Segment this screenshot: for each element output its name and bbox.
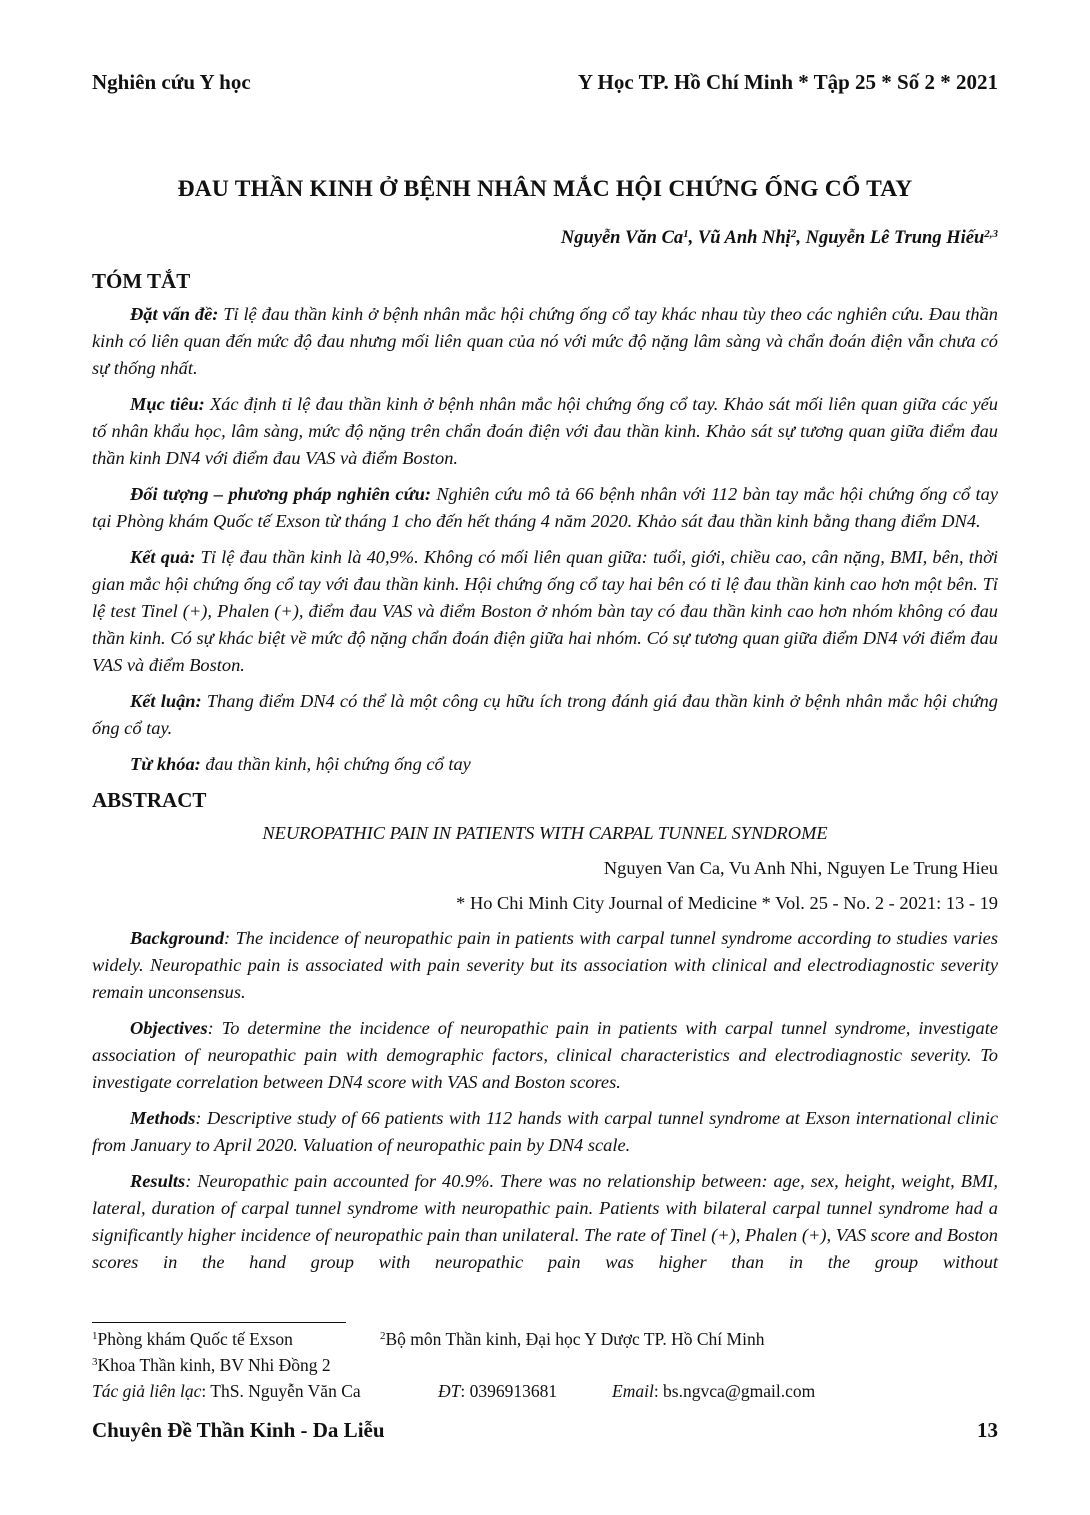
paragraph-text: : To determine the incidence of neuropathic pain in patients with carpal tunnel syndrome, investigate association of neuropathic pain with demographic factors, clinical characteristics and electrodiagnostic severity. To investigate correlation between DN4 score with VAS and Boston scores. [92, 1018, 998, 1092]
email-label: Email [612, 1381, 654, 1401]
summary-paragraph [92, 391, 998, 472]
paragraph-text: đau thần kinh, hội chứng ống cổ tay [200, 754, 471, 774]
author-list [561, 228, 998, 249]
affiliation-mark: 2,3 [984, 228, 998, 240]
email [612, 1378, 815, 1404]
author-name: Vũ Anh Nhị [697, 228, 791, 248]
paragraph-text: Xác định tỉ lệ đau thần kinh ở bệnh nhân mắc hội chứng ống cổ tay. Khảo sát mối liên quan giữa các yếu tố nhân khẩu học, lâm sàng, mức độ nặng trên chẩn đoán điện với đau thần kinh. Khảo sát sự tương quan giữa điểm đau thần kinh DN4 với điểm đau VAS và điểm Boston. [92, 394, 999, 468]
abstract-paragraph [92, 1015, 998, 1096]
affiliation-mark: 2 [790, 228, 797, 240]
paragraph-label: Methods [130, 1108, 196, 1128]
paragraph-label: Từ khóa: [130, 754, 201, 774]
paragraph-text: Nghiên cứu mô tả 66 bệnh nhân với 112 bàn tay mắc hội chứng ống cổ tay tại Phòng khám Quốc tế Exson từ tháng 1 cho đến hết tháng 4 năm 2020. Khảo sát đau thần kinh bằng thang điểm DN4. [92, 484, 998, 531]
email-value: : bs.ngvca@gmail.com [653, 1381, 816, 1401]
separator: , [688, 228, 698, 248]
abstract-title: NEUROPATHIC PAIN IN PATIENTS WITH CARPAL TUNNEL SYNDROME [262, 823, 828, 843]
affiliation-mark: 3 [92, 1356, 98, 1368]
article-body [92, 268, 998, 1285]
affiliation-text: Khoa Thần kinh, BV Nhi Đồng 2 [97, 1355, 331, 1375]
running-header-right: Y Học TP. Hồ Chí Minh * Tập 25 * Số 2 * 2021 [577, 70, 998, 94]
running-footer-left: Chuyên Đề Thần Kinh - Da Liễu [92, 1418, 385, 1442]
summary-paragraph [92, 301, 998, 382]
affiliation-mark: 1 [683, 228, 689, 240]
paragraph-text: : The incidence of neuropathic pain in patients with carpal tunnel syndrome according to studies varies widely. Neuropathic pain is associated with pain severity but its association with clinical and electrodiagnostic severity remain unconsensus. [92, 928, 998, 1002]
citation: * Ho Chi Minh City Journal of Medicine * Vol. 25 - No. 2 - 2021: 13 - 19 [456, 893, 998, 913]
abstract-paragraph [92, 1168, 998, 1276]
corresponding-author [92, 1378, 361, 1404]
article-title: ĐAU THẦN KINH Ở BỆNH NHÂN MẮC HỘI CHỨNG ỐNG CỔ TAY [177, 176, 913, 202]
contact-label: Tác giả liên lạc [92, 1381, 202, 1401]
contact-value: : ThS. Nguyễn Văn Ca [201, 1381, 361, 1401]
abstract-paragraph [92, 925, 998, 1006]
running-header-left: Nghiên cứu Y học [92, 70, 251, 94]
section-heading-abstract: ABSTRACT [92, 788, 207, 812]
paragraph-text: Tỉ lệ đau thần kinh là 40,9%. Không có mối liên quan giữa: tuổi, giới, chiều cao, cân nặng, BMI, bên, thời gian mắc hội chứng ống cổ tay với đau thần kinh. Hội chứng ống cổ tay hai bên có tỉ lệ đau thần kinh cao hơn một bên. Tỉ lệ test Tinel (+), Phalen (+), điểm đau VAS và điểm Boston ở nhóm bàn tay có đau thần kinh cao hơn nhóm không có đau thần kinh. Có sự khác biệt về mức độ nặng chẩn đoán điện giữa hai nhóm. Có sự tương quan giữa điểm DN4 với điểm đau VAS và điểm Boston. [92, 547, 998, 675]
paragraph-text: Thang điểm DN4 có thể là một công cụ hữu ích trong đánh giá đau thần kinh ở bệnh nhân mắc hội chứng ống cổ tay. [92, 691, 998, 738]
abstract-paragraph [92, 1105, 998, 1159]
affiliation-text: Bộ môn Thần kinh, Đại học Y Dược TP. Hồ Chí Minh [385, 1329, 765, 1349]
footnote-affiliation-2 [380, 1326, 764, 1352]
footnote-affiliation-1 [92, 1326, 293, 1352]
affiliation-text: Phòng khám Quốc tế Exson [97, 1329, 293, 1349]
paragraph-label: Background [130, 928, 225, 948]
paragraph-label: Kết quả: [130, 547, 196, 567]
section-heading-summary: TÓM TẮT [92, 269, 191, 293]
summary-paragraph [92, 544, 998, 679]
affiliation-mark: 1 [92, 1330, 98, 1342]
paragraph-label: Results [130, 1171, 186, 1191]
paragraph-text: : Descriptive study of 66 patients with 112 hands with carpal tunnel syndrome at Exson international clinic from January to April 2020. Valuation of neuropathic pain by DN4 scale. [92, 1108, 998, 1155]
paragraph-text: Tỉ lệ đau thần kinh ở bệnh nhân mắc hội chứng ống cổ tay khác nhau tùy theo các nghiên cứu. Đau thần kinh có liên quan đến mức độ đau nhưng mối liên quan của nó với mức độ nặng lâm sàng và chẩn đoán điện vẫn chưa có sự thống nhất. [92, 304, 999, 378]
paragraph-label: Đặt vấn đề: [130, 304, 219, 324]
summary-paragraph [92, 481, 998, 535]
separator: , [796, 228, 806, 248]
affiliation-mark: 2 [380, 1330, 386, 1342]
phone-label: ĐT [438, 1381, 461, 1401]
author-name: Nguyễn Lê Trung Hiếu [805, 228, 985, 248]
keywords [92, 751, 998, 778]
footnote-divider [92, 1322, 346, 1323]
abstract-authors: Nguyen Van Ca, Vu Anh Nhi, Nguyen Le Trung Hieu [603, 858, 998, 878]
paragraph-label: Mục tiêu: [130, 394, 205, 414]
phone [438, 1378, 557, 1404]
phone-value: : 0396913681 [460, 1381, 558, 1401]
author-name: Nguyễn Văn Ca [560, 228, 684, 248]
paragraph-label: Đối tượng – phương pháp nghiên cứu: [130, 484, 431, 504]
page-number: 13 [977, 1418, 998, 1442]
paragraph-label: Objectives [130, 1018, 208, 1038]
paragraph-label: Kết luận: [130, 691, 202, 711]
footnote-affiliation-3 [92, 1352, 331, 1378]
paragraph-text: : Neuropathic pain accounted for 40.9%. There was no relationship between: age, sex, height, weight, BMI, lateral, duration of carpal tunnel syndrome with neuropathic pain. Patients with bilateral carpal tunnel syndrome had a significantly higher incidence of neuropathic pain than unilateral. The rate of Tinel (+), Phalen (+), VAS score and Boston scores in the hand group with neuropathic pain was higher than in the group without [92, 1171, 998, 1272]
summary-paragraph [92, 688, 998, 742]
